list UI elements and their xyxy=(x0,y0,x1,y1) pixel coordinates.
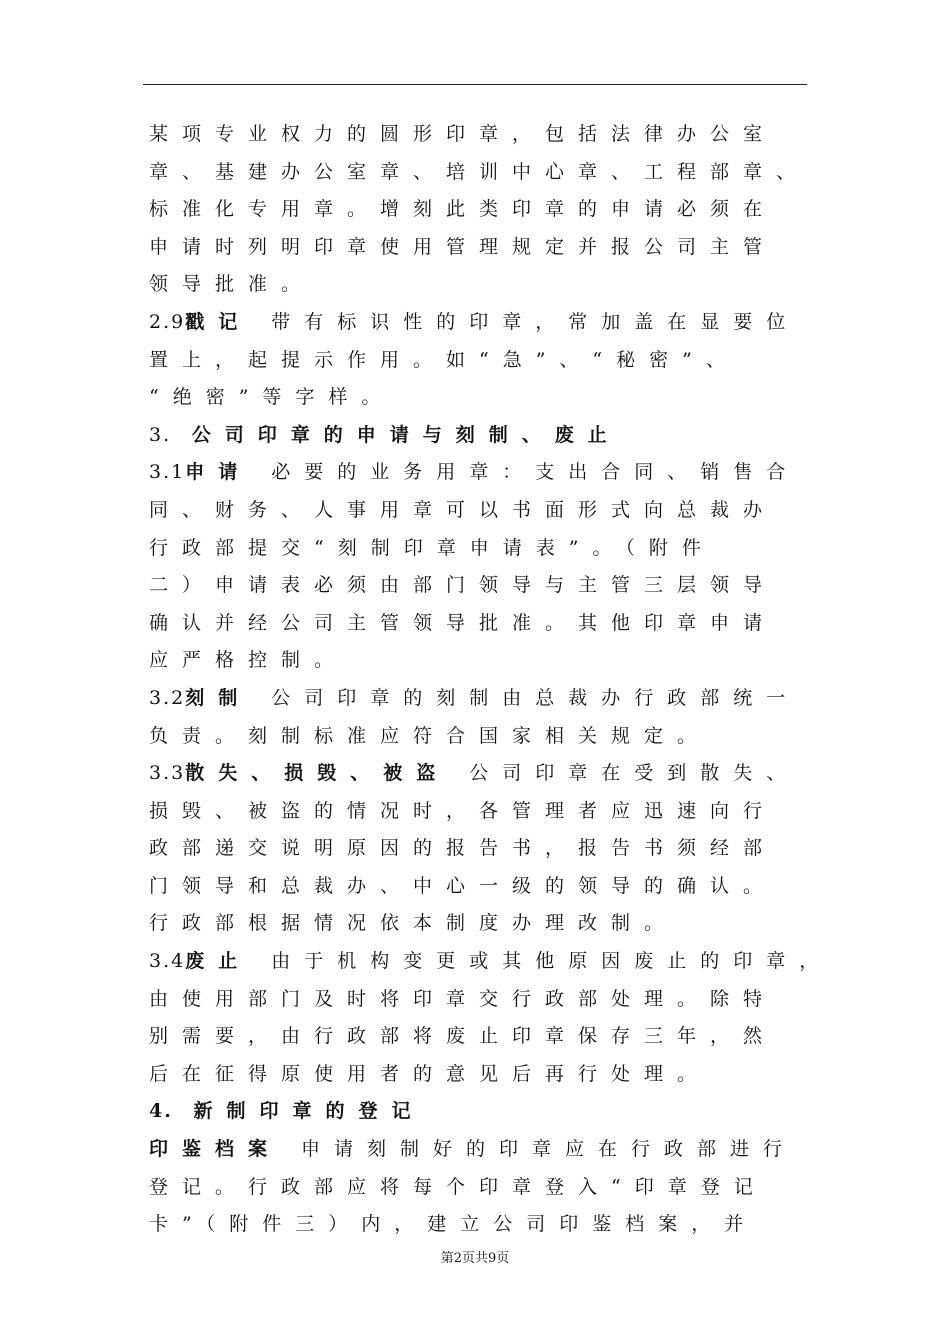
text-line xyxy=(149,417,817,455)
text-line xyxy=(149,154,817,192)
text-line xyxy=(149,1206,817,1244)
bold-heading-text: 刻制 xyxy=(185,686,252,709)
text-line xyxy=(149,379,817,417)
bold-heading-text: 申请 xyxy=(185,461,252,484)
text-line xyxy=(149,1056,817,1094)
body-text: 章、基建办公室章、培训中心章、工程部章、 xyxy=(149,160,810,183)
section-number: 3. xyxy=(149,423,172,446)
text-line xyxy=(149,718,817,756)
section-number: 3.1 xyxy=(149,461,186,484)
bold-heading-text: 公司印章的申请与刻制、废止 xyxy=(171,423,621,446)
body-text: 应严格控制。 xyxy=(149,649,348,672)
section-number: 3.3 xyxy=(149,762,186,785)
body-text: 卡”（附件三）内，建立公司印鉴档案，并 xyxy=(149,1213,758,1236)
text-line xyxy=(149,830,817,868)
body-text: 公司印章的刻制由总裁办行政部统一 xyxy=(251,686,800,709)
text-line xyxy=(149,1169,817,1207)
body-text: 由使用部门及时将印章交行政部处理。除特 xyxy=(149,987,777,1010)
body-text: 同、财务、人事用章可以书面形式向总裁办 xyxy=(149,498,777,521)
text-line xyxy=(149,191,817,229)
body-text: 标准化专用章。增刻此类印章的申请必须在 xyxy=(149,198,777,221)
bold-heading-text: 印鉴档案 xyxy=(149,1138,282,1161)
text-line xyxy=(149,342,817,380)
text-line xyxy=(149,905,817,943)
body-text: 后在征得原使用者的意见后再行处理。 xyxy=(149,1062,711,1085)
text-line xyxy=(149,981,817,1019)
header-rule xyxy=(143,84,807,85)
text-line xyxy=(149,492,817,530)
body-text: 政部递交说明原因的报告书，报告书须经部 xyxy=(149,837,777,860)
text-line xyxy=(149,304,817,342)
page-footer: 第2页共9页 xyxy=(440,1251,510,1266)
body-text: 申请时列明印章使用管理规定并报公司主管 xyxy=(149,235,777,258)
text-line xyxy=(149,755,817,793)
body-text: 置上，起提示作用。如“急”、“秘密”、 xyxy=(149,348,739,371)
text-line xyxy=(149,229,817,267)
body-text: 领导批准。 xyxy=(149,273,315,296)
text-line xyxy=(149,266,817,304)
text-line xyxy=(149,868,817,906)
bold-heading-text: 散失、损毁、被盗 xyxy=(185,762,450,785)
body-text: 某项专业权力的圆形印章，包括法律办公室 xyxy=(149,123,777,145)
body-text: 必要的业务用章：支出合同、销售合 xyxy=(251,461,800,484)
body-text: 损毁、被盗的情况时，各管理者应迅速向行 xyxy=(149,799,777,822)
text-line xyxy=(149,642,817,680)
body-text: 由于机构变更或其他原因废止的印章， xyxy=(251,950,833,973)
text-line xyxy=(149,680,817,718)
text-line xyxy=(149,943,833,981)
body-text: 公司印章在受到散失、 xyxy=(449,762,800,785)
text-line xyxy=(149,793,817,831)
text-line xyxy=(149,454,817,492)
text-line xyxy=(149,116,817,154)
body-text: 二）申请表必须由部门领导与主管三层领导 xyxy=(149,574,777,597)
text-line xyxy=(149,1093,817,1131)
body-text: 行政部根据情况依本制度办理改制。 xyxy=(149,912,678,935)
body-text: 确认并经公司主管领导批准。其他印章申请 xyxy=(149,611,777,634)
body-text: 门领导和总裁办、中心一级的领导的确认。 xyxy=(149,874,777,897)
body-text: 申请刻制好的印章应在行政部进行 xyxy=(281,1138,797,1161)
body-text: “绝密”等字样。 xyxy=(149,386,395,409)
bold-heading-text: 废止 xyxy=(185,950,252,973)
body-text: 登记。行政部应将每个印章登入“印章登记 xyxy=(149,1175,767,1198)
document-body xyxy=(149,116,833,1244)
text-line xyxy=(149,1018,817,1056)
section-number: 2.9 xyxy=(149,310,186,333)
body-text: 行政部提交“刻制印章申请表”。（附件 xyxy=(149,536,715,559)
body-text: 负责。刻制标准应符合国家相关规定。 xyxy=(149,724,711,747)
bold-heading-text: 新制印章的登记 xyxy=(172,1100,425,1123)
text-line xyxy=(149,1131,817,1169)
section-number: 3.2 xyxy=(149,686,186,709)
text-line xyxy=(149,530,817,568)
body-text: 带有标识性的印章，常加盖在显要位 xyxy=(251,310,800,333)
body-text: 别需要，由行政部将废止印章保存三年，然 xyxy=(149,1025,777,1048)
section-number: 3.4 xyxy=(149,950,186,973)
bold-heading-text: 4. xyxy=(149,1100,173,1123)
text-line xyxy=(149,605,817,643)
text-line xyxy=(149,567,817,605)
bold-heading-text: 戳记 xyxy=(185,310,252,333)
